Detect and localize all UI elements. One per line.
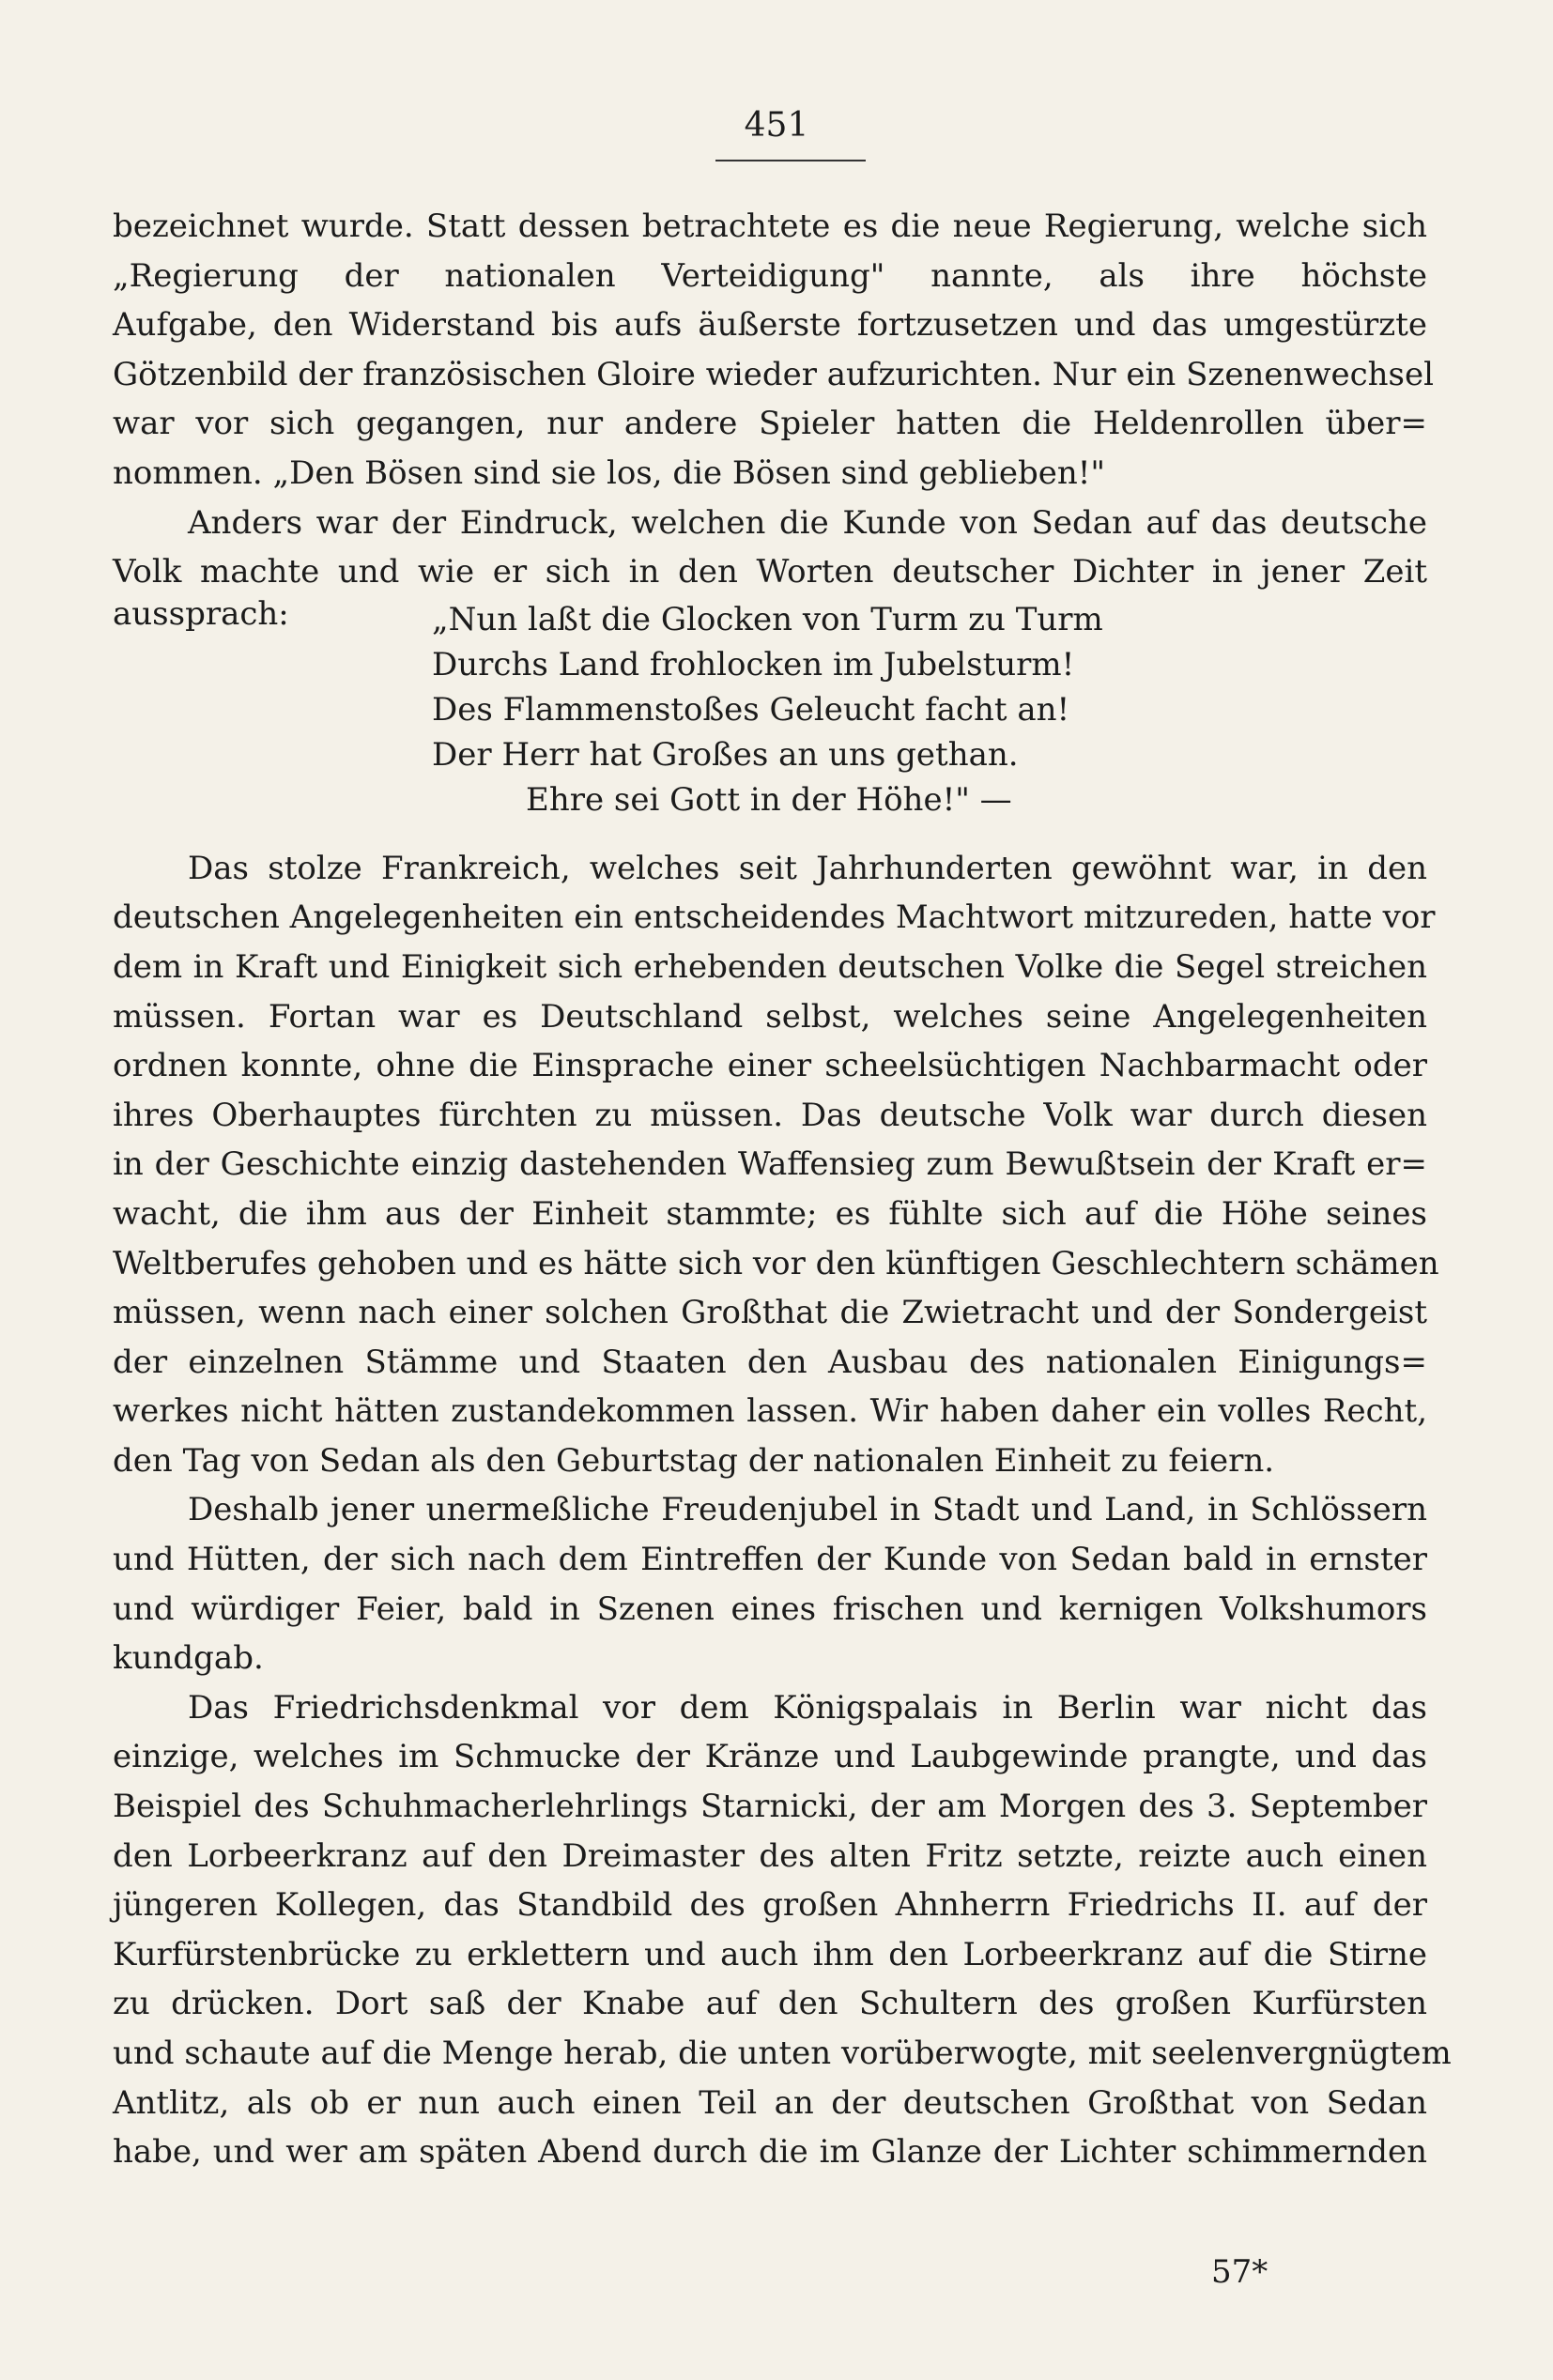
text-line: müssen, wenn nach einer solchen Großthat die Zwietracht und der Sondergeist [113,1294,1427,1332]
text-line: in der Geschichte einzig dastehenden Waffensieg zum Bewußtsein der Kraft er= [113,1145,1427,1184]
text-line: nommen. „Den Bösen sind sie los, die Bösen sind geblieben!" [113,453,1106,492]
paragraph-1 [113,202,1434,499]
text-line: der einzelnen Stämme und Staaten den Ausbau des nationalen Einigungs= [113,1343,1427,1381]
text-line: Aufgabe, den Widerstand bis aufs äußerste fortzusetzen und das umgestürzte [113,306,1427,345]
text-line: und würdiger Feier, bald in Szenen eines frischen und kernigen Volkshumors [113,1589,1427,1628]
text-line: Das Friedrichsdenkmal vor dem Königspalais in Berlin war nicht das [188,1688,1427,1727]
poem-line: Des Flammenstoßes Geleucht facht an! [432,690,1070,729]
text-line: ihres Oberhauptes fürchten zu müssen. Das deutsche Volk war durch diesen [113,1096,1427,1134]
text-line: Antlitz, als ob er nun auch einen Teil an der deutschen Großthat von Sedan [113,2083,1427,2122]
paragraph-5 [113,1683,1452,2177]
text-line: Deshalb jener unermeßliche Freudenjubel in Stadt und Land, in Schlössern [188,1491,1427,1529]
poem-line: Ehre sei Gott in der Höhe!" — [526,780,1012,819]
text-line: einzige, welches im Schmucke der Kränze und Laubgewinde prangte, und das [113,1738,1427,1776]
text-line: Kurfürstenbrücke zu erklettern und auch ihm den Lorbeerkranz auf die Stirne [113,1935,1427,1973]
header-rule [715,160,866,161]
text-line: jüngeren Kollegen, das Standbild des großen Ahnherrn Friedrichs II. auf der [113,1886,1427,1925]
text-line: kundgab. [113,1639,264,1678]
poem-line: Der Herr hat Großes an uns gethan. [432,735,1019,774]
text-line: werkes nicht hätten zustandekommen lassen. Wir haben daher ein volles Recht, [113,1392,1427,1431]
paragraph-4 [113,1485,1427,1682]
text-line: Volk machte und wie er sich in den Worten deutscher Dichter in jener Zeit [113,553,1427,591]
text-line: „Regierung der nationalen Verteidigung" nannte, als ihre höchste [113,256,1427,295]
text-line: deutschen Angelegenheiten ein entscheidendes Machtwort mitzureden, hatte vor [113,898,1436,937]
text-line: Das stolze Frankreich, welches seit Jahrhunderten gewöhnt war, in den [188,849,1427,887]
paragraph-2 [113,499,1427,597]
text-line: und schaute auf die Menge herab, die unten vorüberwogte, mit seelenvergnügtem [113,2035,1452,2072]
text-line: den Lorbeerkranz auf den Dreimaster des alten Fritz setzte, reizte auch einen [113,1836,1427,1875]
text-line: ordnen konnte, ohne die Einsprache einer scheelsüchtigen Nachbarmacht oder [113,1047,1427,1085]
text-line: Götzenbild der französischen Gloire wieder aufzurichten. Nur ein Szenenwechsel [113,355,1434,393]
text-line: wacht, die ihm aus der Einheit stammte; es fühlte sich auf die Höhe seines [113,1194,1427,1233]
poem-line: Durchs Land frohlocken im Jubelsturm! [432,645,1075,683]
text-line: bezeichnet wurde. Statt dessen betrachtete es die neue Regierung, welche sich [113,207,1427,245]
text-line: zu drücken. Dort saß der Knabe auf den Schultern des großen Kurfürsten [113,1985,1427,2023]
poem-lead: aussprach: [113,594,289,633]
text-line: dem in Kraft und Einigkeit sich erhebenden deutschen Volke die Segel streichen [113,947,1427,986]
text-line: Weltberufes gehoben und es hätte sich vor den künftigen Geschlechtern schämen [113,1244,1439,1282]
text-line: müssen. Fortan war es Deutschland selbst, welches seine Angelegenheiten [113,997,1427,1036]
poem-line: „Nun laßt die Glocken von Turm zu Turm [432,600,1103,638]
signature-mark: 57* [1211,2253,1269,2291]
text-line: und Hütten, der sich nach dem Eintreffen der Kunde von Sedan bald in ernster [113,1541,1427,1579]
text-line: Anders war der Eindruck, welchen die Kunde von Sedan auf das deutsche [188,503,1427,542]
poem-lines [432,597,1103,822]
text-line: den Tag von Sedan als den Geburtstag der nationalen Einheit zu feiern. [113,1441,1275,1480]
paragraph-3 [113,844,1439,1486]
text-body [113,202,1452,2177]
poem-block [113,594,1427,844]
text-line: habe, und wer am späten Abend durch die im Glanze der Lichter schimmernden [113,2133,1427,2172]
page-number: 451 [744,106,809,145]
text-line: Beispiel des Schuhmacherlehrlings Starnicki, der am Morgen des 3. September [113,1788,1427,1826]
text-line: war vor sich gegangen, nur andere Spieler hatten die Heldenrollen über= [113,405,1427,443]
